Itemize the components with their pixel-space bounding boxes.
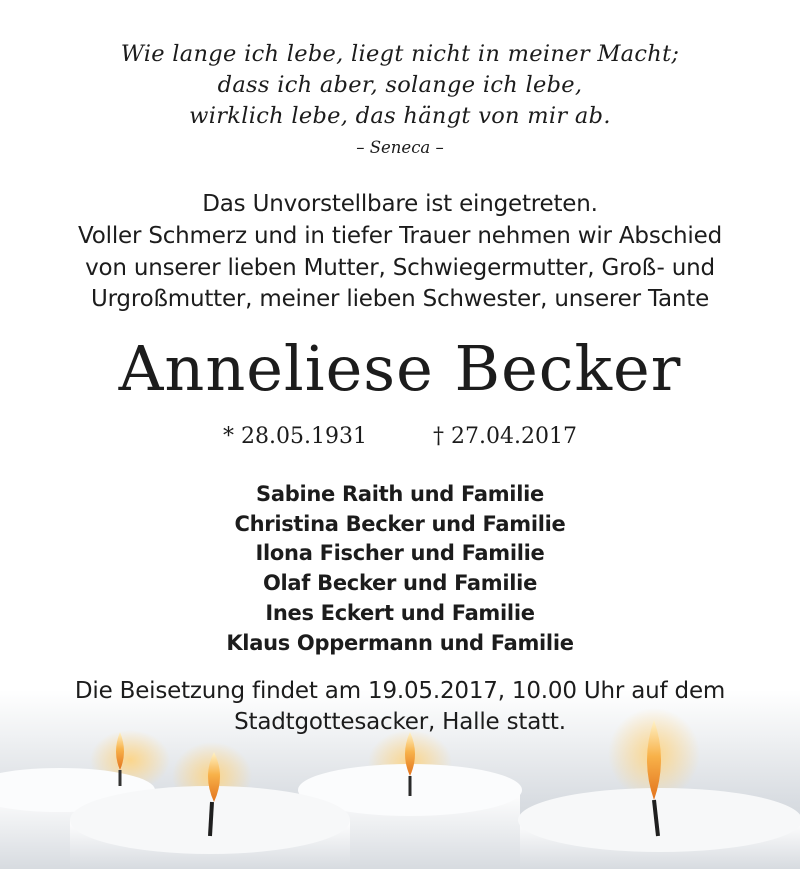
birth-date: * 28.05.1931 xyxy=(223,424,367,449)
intro-line: von unserer lieben Mutter, Schwiegermutter, Groß- und xyxy=(85,255,715,281)
intro-line: Das Unvorstellbare ist eingetreten. xyxy=(202,191,598,217)
mourner-line: Ines Eckert und Familie xyxy=(265,601,535,625)
quote-line: dass ich aber, solange ich lebe, xyxy=(217,72,583,98)
mourner-line: Olaf Becker und Familie xyxy=(262,571,538,595)
mourner-line: Ilona Fischer und Familie xyxy=(255,541,545,565)
life-dates xyxy=(0,424,800,449)
funeral-info-line: Stadtgottesacker, Halle statt. xyxy=(234,709,566,735)
funeral-info-line: Die Beisetzung findet am 19.05.2017, 10.00 Uhr auf dem xyxy=(74,678,726,704)
deceased-name: Anneliese Becker xyxy=(118,332,682,405)
quote-line: Wie lange ich lebe, liegt nicht in meiner Macht; xyxy=(120,41,680,67)
mourner-line: Klaus Oppermann und Familie xyxy=(226,631,574,655)
intro-line: Voller Schmerz und in tiefer Trauer nehmen wir Abschied xyxy=(78,223,722,249)
death-date: † 27.04.2017 xyxy=(433,424,577,449)
mourner-line: Sabine Raith und Familie xyxy=(256,482,544,506)
quote-author: – Seneca – xyxy=(356,138,444,157)
quote-line: wirklich lebe, das hängt von mir ab. xyxy=(189,103,611,129)
intro-line: Urgroßmutter, meiner lieben Schwester, unserer Tante xyxy=(90,286,710,312)
mourner-line: Christina Becker und Familie xyxy=(234,512,566,536)
